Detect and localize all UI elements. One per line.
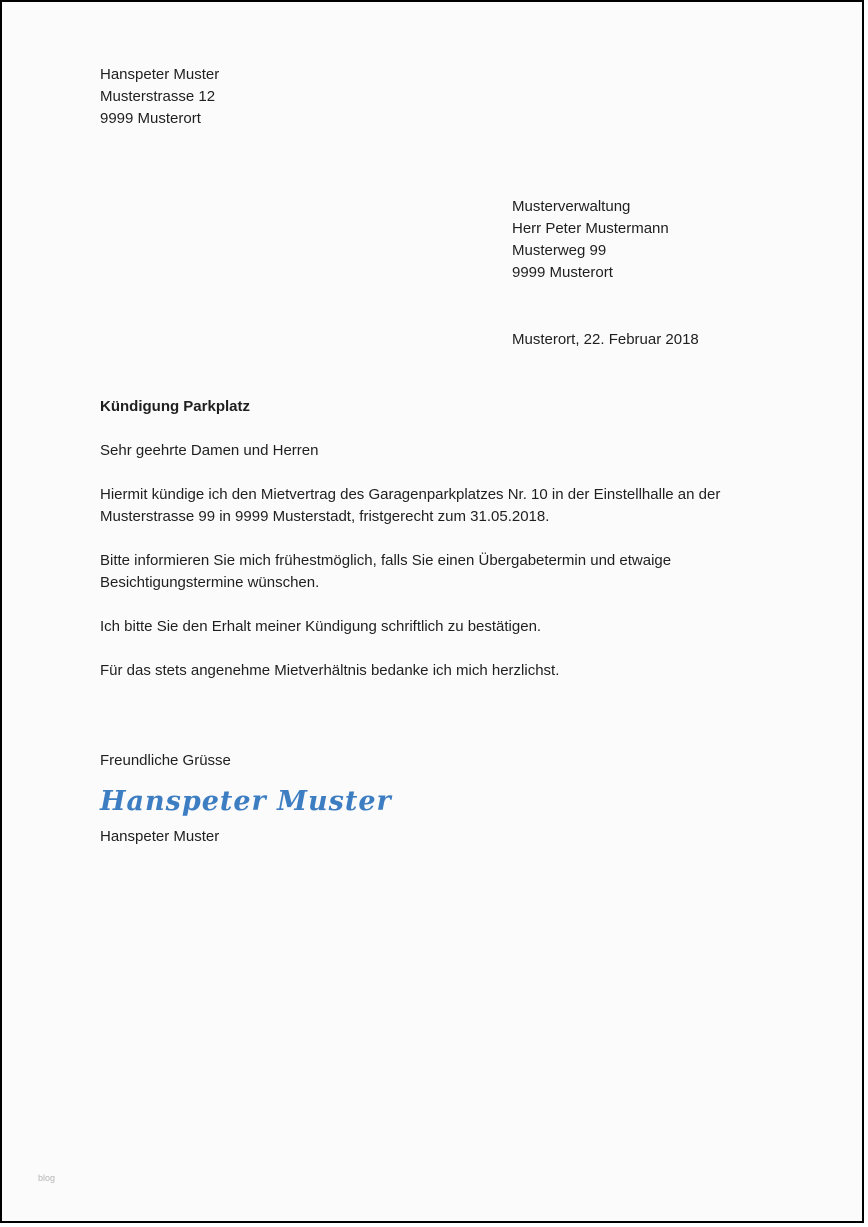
handwritten-signature: Hanspeter Muster (100, 786, 392, 817)
recipient-street: Musterweg 99 (512, 242, 607, 259)
closing-line: Freundliche Grüsse (100, 752, 231, 769)
date-line: Musterort, 22. Februar 2018 (512, 331, 699, 348)
sender-street: Musterstrasse 12 (100, 88, 216, 105)
letter-content (2, 2, 862, 848)
salutation: Sehr geehrte Damen und Herren (100, 442, 319, 459)
sender-name: Hanspeter Muster (100, 66, 220, 83)
body-paragraph-3: Ich bitte Sie den Erhalt meiner Kündigung schriftlich zu bestätigen. (100, 618, 542, 635)
sender-block (100, 64, 862, 130)
watermark-text: blog (38, 1173, 56, 1183)
recipient-city: 9999 Musterort (512, 264, 613, 281)
recipient-name: Herr Peter Mustermann (512, 220, 669, 237)
recipient-company: Musterverwaltung (512, 198, 631, 215)
sender-city: 9999 Musterort (100, 110, 201, 127)
subject-line: Kündigung Parkplatz (100, 398, 250, 415)
body-paragraph-2: Bitte informieren Sie mich frühestmöglich, falls Sie einen Übergabetermin und etwaige Besichtigungstermine wünschen. (100, 552, 672, 591)
signature-printed-name: Hanspeter Muster (100, 828, 220, 845)
body-paragraph-4: Für das stets angenehme Mietverhältnis bedanke ich mich herzlichst. (100, 662, 560, 679)
body-paragraph-1: Hiermit kündige ich den Mietvertrag des Garagenparkplatzes Nr. 10 in der Einstellhalle an der Musterstrasse 99 in 9999 Musterstadt, fristgerecht zum 31.05.2018. (100, 486, 721, 525)
recipient-block (512, 196, 862, 284)
